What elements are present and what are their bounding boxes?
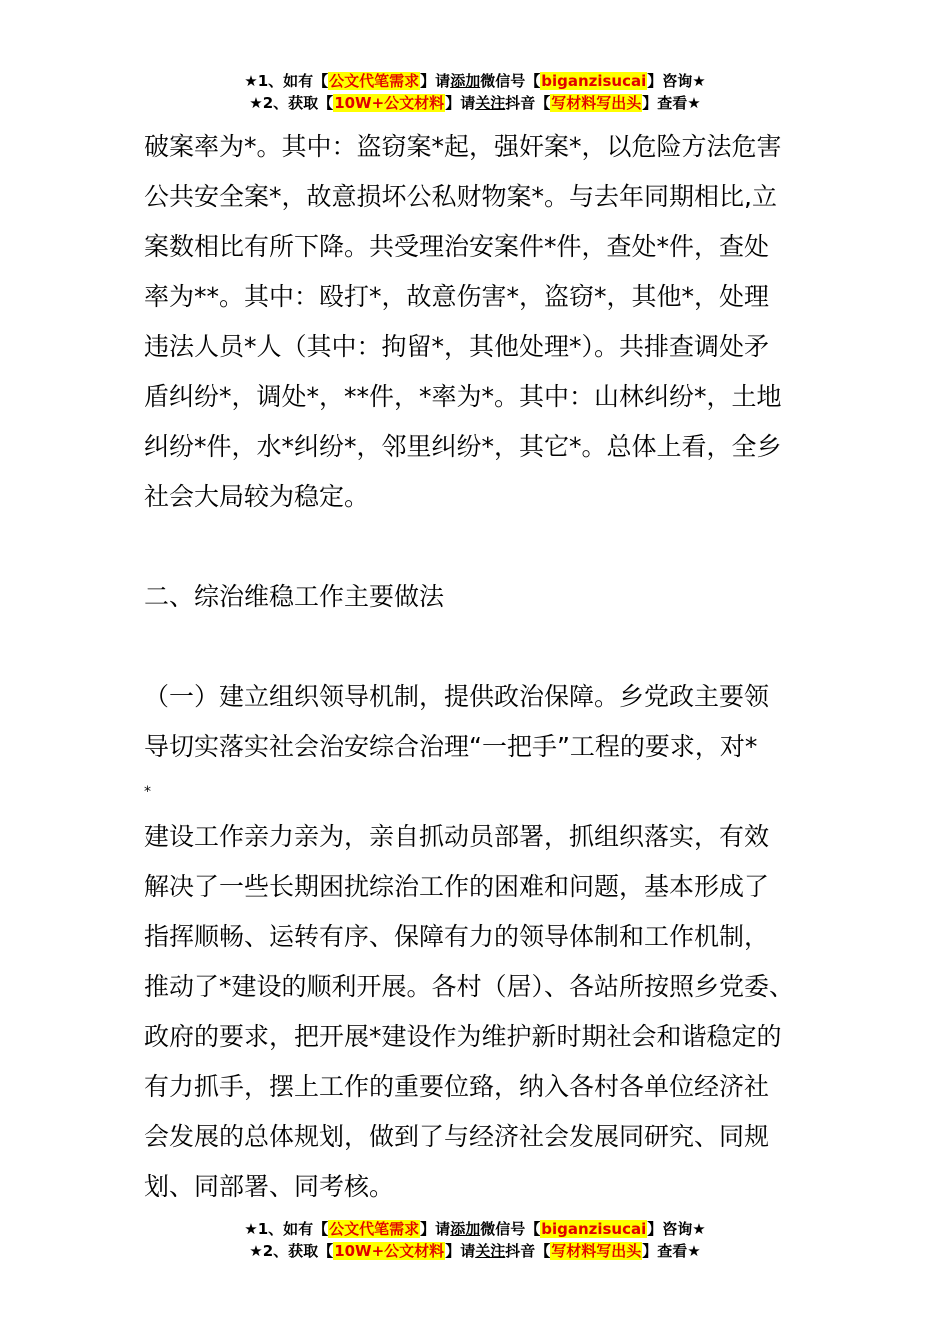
document-body — [144, 122, 816, 1212]
section-heading-2: 二、综治维稳工作主要做法 — [144, 582, 445, 611]
banner-text: 】查看★ — [642, 1242, 701, 1260]
banner-highlight: biganzisucai — [541, 72, 647, 90]
text-line: 推动了*建设的顺利开展。各村（居）、各站所按照乡党委、 — [144, 972, 795, 1001]
text-line: 纠纷*件，水*纠纷*，邻里纠纷*，其它*。总体上看，全乡 — [144, 432, 782, 461]
text-line: 政府的要求，把开展*建设作为维护新时期社会和谐稳定的 — [144, 1022, 782, 1051]
banner-text: 微信号【 — [480, 72, 541, 90]
banner-text: 】查看★ — [642, 94, 701, 112]
text-line: 指挥顺畅、运转有序、保障有力的领导体制和工作机制， — [144, 922, 770, 951]
banner-underlined: 添加 — [450, 1220, 481, 1238]
text-line: 社会大局较为稳定。 — [144, 482, 370, 511]
footer-banner — [0, 1218, 950, 1262]
banner-highlight: 写材料写出头 — [551, 94, 642, 112]
text-line: * — [144, 784, 151, 800]
banner-text: ★2、获取【 — [249, 1242, 334, 1260]
header-banner — [0, 70, 950, 114]
banner-text: 抖音【 — [505, 94, 551, 112]
banner-text: 微信号【 — [480, 1220, 541, 1238]
banner-highlight: 公文代笔需求 — [329, 1220, 420, 1238]
paragraph-gap — [144, 522, 816, 572]
text-line: 破案率为*。其中：盗窃案*起，强奸案*，以危险方法危害 — [144, 132, 782, 161]
text-line: 解决了一些长期困扰综治工作的困难和问题，基本形成了 — [144, 872, 770, 901]
paragraph-3 — [144, 812, 816, 1212]
banner-underlined: 关注 — [475, 1242, 506, 1260]
banner-line-2 — [0, 1240, 950, 1262]
banner-text: ★2、获取【 — [249, 94, 334, 112]
text-line: 建设工作亲力亲为，亲自抓动员部署，抓组织落实，有效 — [144, 822, 770, 851]
banner-line-1 — [0, 70, 950, 92]
banner-highlight: 公文代笔需求 — [329, 72, 420, 90]
banner-text: 】咨询★ — [647, 1220, 706, 1238]
banner-text: 】请 — [420, 1220, 451, 1238]
banner-highlight: 10W+公文材料 — [334, 94, 445, 112]
text-line: 盾纠纷*，调处*，**件，*率为*。其中：山林纠纷*，土地 — [144, 382, 782, 411]
text-line: 会发展的总体规划，做到了与经济社会发展同研究、同规 — [144, 1122, 770, 1151]
banner-text: 】请 — [420, 72, 451, 90]
text-line: 公共安全案*，故意损坏公私财物案*。与去年同期相比,立 — [144, 182, 777, 211]
paragraph-1 — [144, 122, 816, 522]
banner-highlight: 写材料写出头 — [551, 1242, 642, 1260]
banner-text: 】请 — [445, 94, 476, 112]
text-line: 案数相比有所下降。共受理治安案件*件，查处*件，查处 — [144, 232, 770, 261]
banner-line-2 — [0, 92, 950, 114]
banner-line-1 — [0, 1218, 950, 1240]
banner-highlight: 10W+公文材料 — [334, 1242, 445, 1260]
text-line: （一）建立组织领导机制，提供政治保障。乡党政主要领 — [144, 682, 770, 711]
text-line: 违法人员*人（其中：拘留*，其他处理*）。共排查调处矛 — [144, 332, 770, 361]
text-line: 有力抓手，摆上工作的重要位臵，纳入各村各单位经济社 — [144, 1072, 770, 1101]
text-line: 划、同部署、同考核。 — [144, 1172, 395, 1201]
text-line: 率为**。其中：殴打*，故意伤害*，盗窃*，其他*，处理 — [144, 282, 770, 311]
paragraph-gap — [144, 622, 816, 672]
banner-underlined: 关注 — [475, 94, 506, 112]
banner-text: ★1、如有【 — [244, 1220, 329, 1238]
banner-text: 抖音【 — [505, 1242, 551, 1260]
paragraph-2 — [144, 672, 816, 812]
banner-underlined: 添加 — [450, 72, 481, 90]
banner-text: 】咨询★ — [647, 72, 706, 90]
banner-highlight: biganzisucai — [541, 1220, 647, 1238]
banner-text: ★1、如有【 — [244, 72, 329, 90]
text-line: 导切实落实社会治安综合治理“一把手”工程的要求，对* — [144, 732, 758, 761]
banner-text: 】请 — [445, 1242, 476, 1260]
